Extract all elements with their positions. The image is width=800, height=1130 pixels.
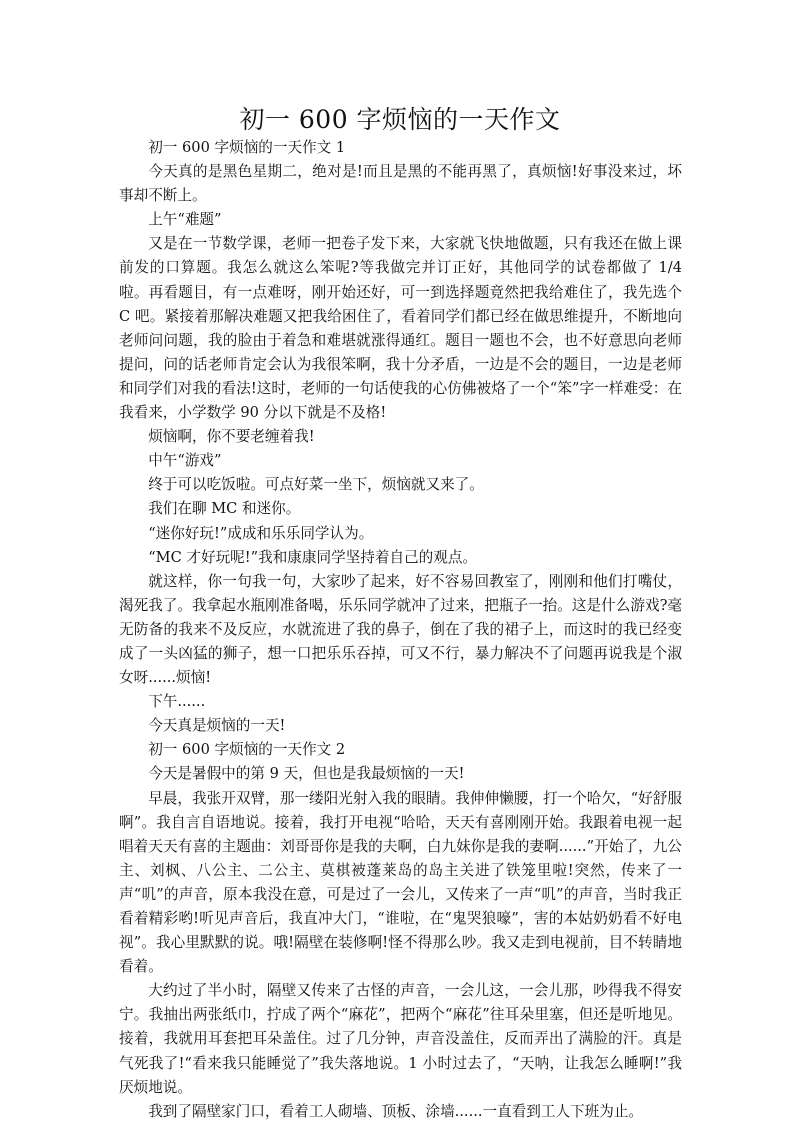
paragraph: “迷你好玩!”成成和乐乐同学认为。 [148, 524, 374, 542]
paragraph: 终于可以吃饭啦。可点好菜一坐下，烦恼就又来了。 [148, 476, 484, 494]
paragraph: 我们在聊 MC 和迷你。 [148, 500, 301, 518]
paragraph: 下午...... [148, 693, 206, 711]
paragraph: “MC 才好玩呢!”我和康康同学坚持着自己的观点。 [148, 548, 478, 566]
paragraph: 又是在一节数学课，老师一把卷子发下来，大家就飞快地做题，只有我还在做上课前发的口算题。我怎么就这么笨呢?等我做完并订正好，其他同学的试卷都做了 1/4 啦。再看题目，有一点难呀，刚开始还好，可一到选择题竟然把我给难住了，我先选个 C 吧。紧接着那解决难题又把我给困住了，看着同学们都已经在做思维提升，不断地向老师问问题，我的脸由于着急和难堪就涨得通红。题目一题也不会，也不好意思向老师提问，问的话老师肯定会认为我很笨啊，我十分矛盾，一边是不会的题目，一边是老师和同学们对我的看法!这时，老师的一句话使我的心仿佛被烙了一个“笨”字一样难受：在我看来，小学数学 90 分以下就是不及格! [119, 235, 682, 422]
paragraph: 我到了隔壁家门口，看着工人砌墙、顶板、涂墙......一直看到工人下班为止。 [148, 1102, 644, 1120]
paragraph: 初一 600 字烦恼的一天作文 2 [148, 741, 346, 759]
paragraph: 上午“难题” [148, 211, 222, 229]
paragraph: 就这样，你一句我一句，大家吵了起来，好不容易回教室了，刚刚和他们打嘴仗，渴死我了。我拿起水瓶刚准备喝，乐乐同学就冲了过来，把瓶子一抬。这是什么游戏?毫无防备的我来不及反应，水就流进了我的鼻子，倒在了我的裙子上，而这时的我已经变成了一头凶猛的狮子，想一口把乐乐吞掉，可又不行，暴力解决不了问题再说我是个淑女呀......烦恼! [119, 572, 682, 687]
paragraph: 今天真的是黑色星期二，绝对是!而且是黑的不能再黑了，真烦恼!好事没来过，坏事却不断上。 [119, 163, 682, 205]
paragraph: 中午“游戏” [148, 452, 222, 470]
paragraph: 烦恼啊，你不要老缠着我! [148, 428, 315, 446]
document-body [119, 136, 682, 1124]
paragraph: 早晨，我张开双臂，那一缕阳光射入我的眼睛。我伸伸懒腰，打一个哈欠，“好舒服啊”。我自言自语地说。接着，我打开电视“哈哈，天天有喜刚刚开始。我跟着电视一起唱着天天有喜的主题曲：刘哥哥你是我的夫啊，白九妹你是我的妻啊......”开始了，九公主、刘枫、八公主、二公主、莫棋被蓬莱岛的岛主关进了铁笼里啦!突然，传来了一声“叽”的声音，原本我没在意，可是过了一会儿，又传来了一声“叽”的声音，当时我正看着精彩哟!听见声音后，我直冲大门，“谁啦，在“鬼哭狼嚎”，害的本姑奶奶看不好电视”。我心里默默的说。哦!隔壁在装修啊!怪不得那么吵。我又走到电视前，目不转睛地看着。 [119, 789, 682, 976]
paragraph: 初一 600 字烦恼的一天作文 1 [148, 139, 346, 156]
paragraph: 大约过了半小时，隔壁又传来了古怪的声音，一会儿这，一会儿那，吵得我不得安宁。我抽出两张纸巾，拧成了两个“麻花”，把两个“麻花”往耳朵里塞，但还是听地见。接着，我就用耳套把耳朵盖住。过了几分钟，声音没盖住，反而弄出了满脸的汗。真是气死我了!“看来我只能睡觉了”我失落地说。1 小时过去了，“天呐，让我怎么睡啊!”我厌烦地说。 [119, 982, 682, 1096]
paragraph: 今天是暑假中的第 9 天，但也是我最烦恼的一天! [148, 765, 465, 783]
document-title: 初一 600 字烦恼的一天作文 [239, 105, 561, 134]
paragraph: 今天真是烦恼的一天! [148, 717, 286, 735]
